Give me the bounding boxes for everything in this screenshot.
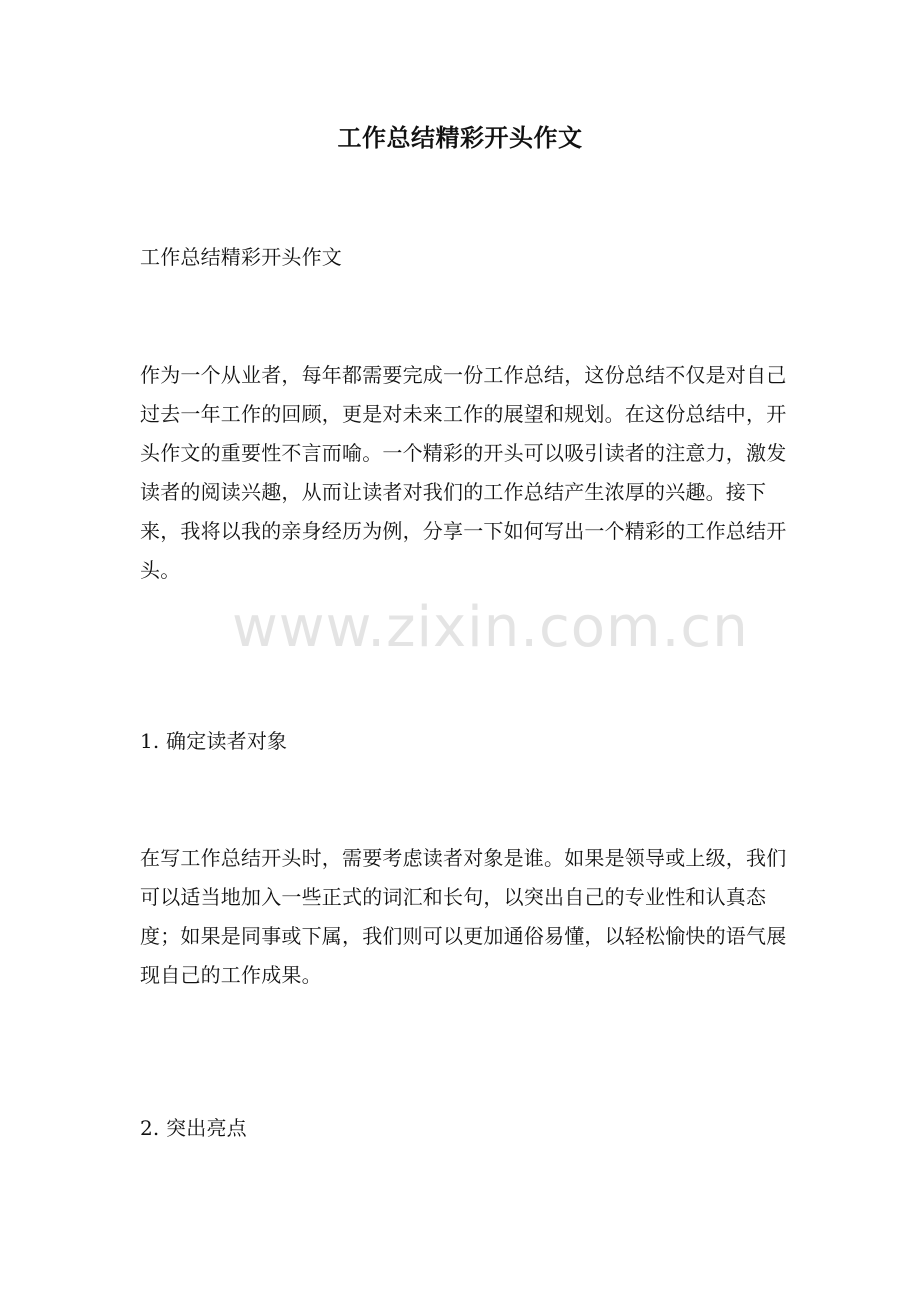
document-subtitle: 工作总结精彩开头作文 [140, 245, 342, 269]
section-1-paragraph: 在写工作总结开头时，需要考虑读者对象是谁。如果是领导或上级，我们可以适当地加入一些正式的词汇和长句，以突出自己的专业性和认真态度；如果是同事或下属，我们则可以更加通俗易懂，以轻松愉快的语气展现自己的工作成果。 [140, 846, 787, 987]
intro-paragraph: 作为一个从业者，每年都需要完成一份工作总结，这份总结不仅是对自己过去一年工作的回顾，更是对未来工作的展望和规划。在这份总结中，开头作文的重要性不言而喻。一个精彩的开头可以吸引读者的注意力，激发读者的阅读兴趣，从而让读者对我们的工作总结产生浓厚的兴趣。接下来，我将以我的亲身经历为例，分享一下如何写出一个精彩的工作总结开头。 [140, 363, 787, 582]
section-heading-1: 1. 确定读者对象 [140, 729, 288, 753]
watermark: www.zixin.com.cn [232, 595, 749, 660]
document-title: 工作总结精彩开头作文 [337, 123, 583, 152]
section-heading-2: 2. 突出亮点 [140, 1116, 247, 1140]
